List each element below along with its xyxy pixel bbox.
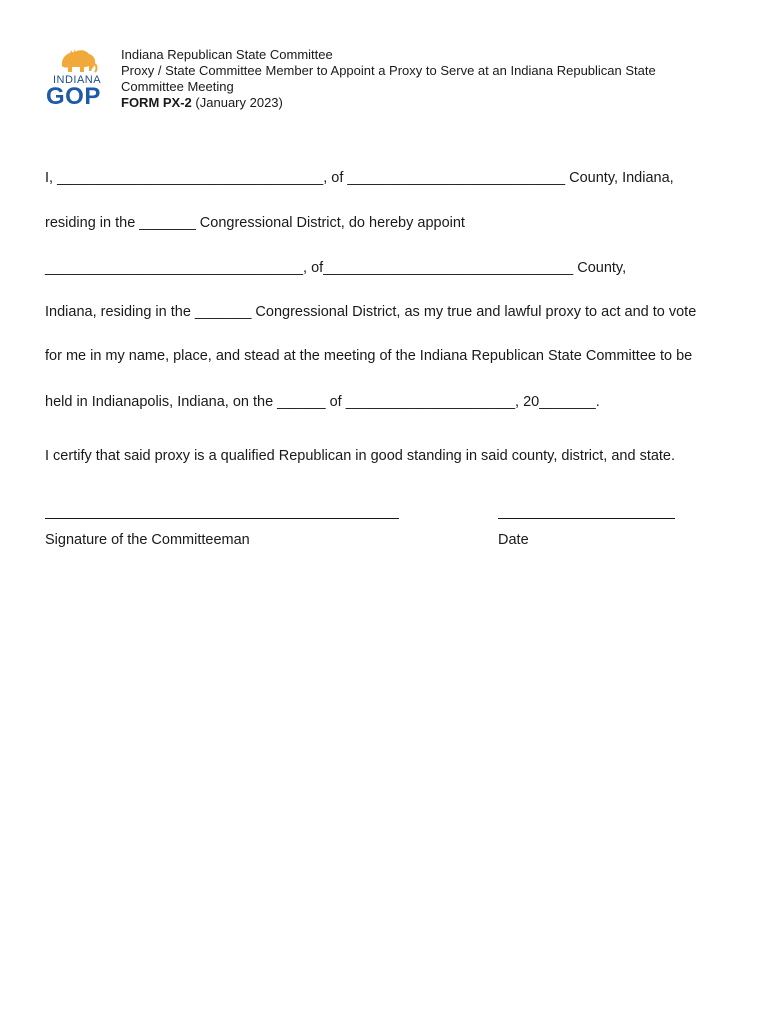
- form-header: [121, 47, 721, 111]
- form-date: (January 2023): [195, 95, 283, 110]
- proxy-authority-line: for me in my name, place, and stead at the meeting of the Indiana Republican State Committee to be: [45, 348, 693, 364]
- logo-party-text: GOP: [46, 83, 101, 110]
- form-identifier: [121, 95, 721, 111]
- signature-label: Signature of the Committeeman: [45, 532, 250, 548]
- logo-state-text: INDIANA: [52, 74, 102, 86]
- form-number: FORM PX-2: [121, 95, 192, 110]
- form-title-line2: Committee Meeting: [121, 79, 234, 94]
- appointer-line: I, _________________________________, of ___________________________ County, Indiana,: [45, 170, 674, 186]
- date-label: Date: [498, 532, 529, 548]
- elephant-icon: [58, 46, 98, 76]
- proxy-district-line: Indiana, residing in the _______ Congressional District, as my true and lawful proxy to act and to vote: [45, 304, 697, 320]
- proxy-line: ________________________________, of_______________________________ County,: [45, 260, 627, 276]
- certification-statement: I certify that said proxy is a qualified Republican in good standing in said county, district, and state.: [45, 448, 676, 464]
- meeting-date-line: held in Indianapolis, Indiana, on the ______ of _____________________, 20_______.: [45, 394, 600, 410]
- date-line: [498, 518, 675, 519]
- form-title-line1: Proxy / State Committee Member to Appoint a Proxy to Serve at an Indiana Republican State: [121, 63, 656, 78]
- committee-name: Indiana Republican State Committee: [121, 47, 333, 62]
- signature-line: [45, 518, 399, 519]
- indiana-gop-logo: [44, 44, 110, 110]
- appointer-district-line: residing in the _______ Congressional District, do hereby appoint: [45, 215, 465, 231]
